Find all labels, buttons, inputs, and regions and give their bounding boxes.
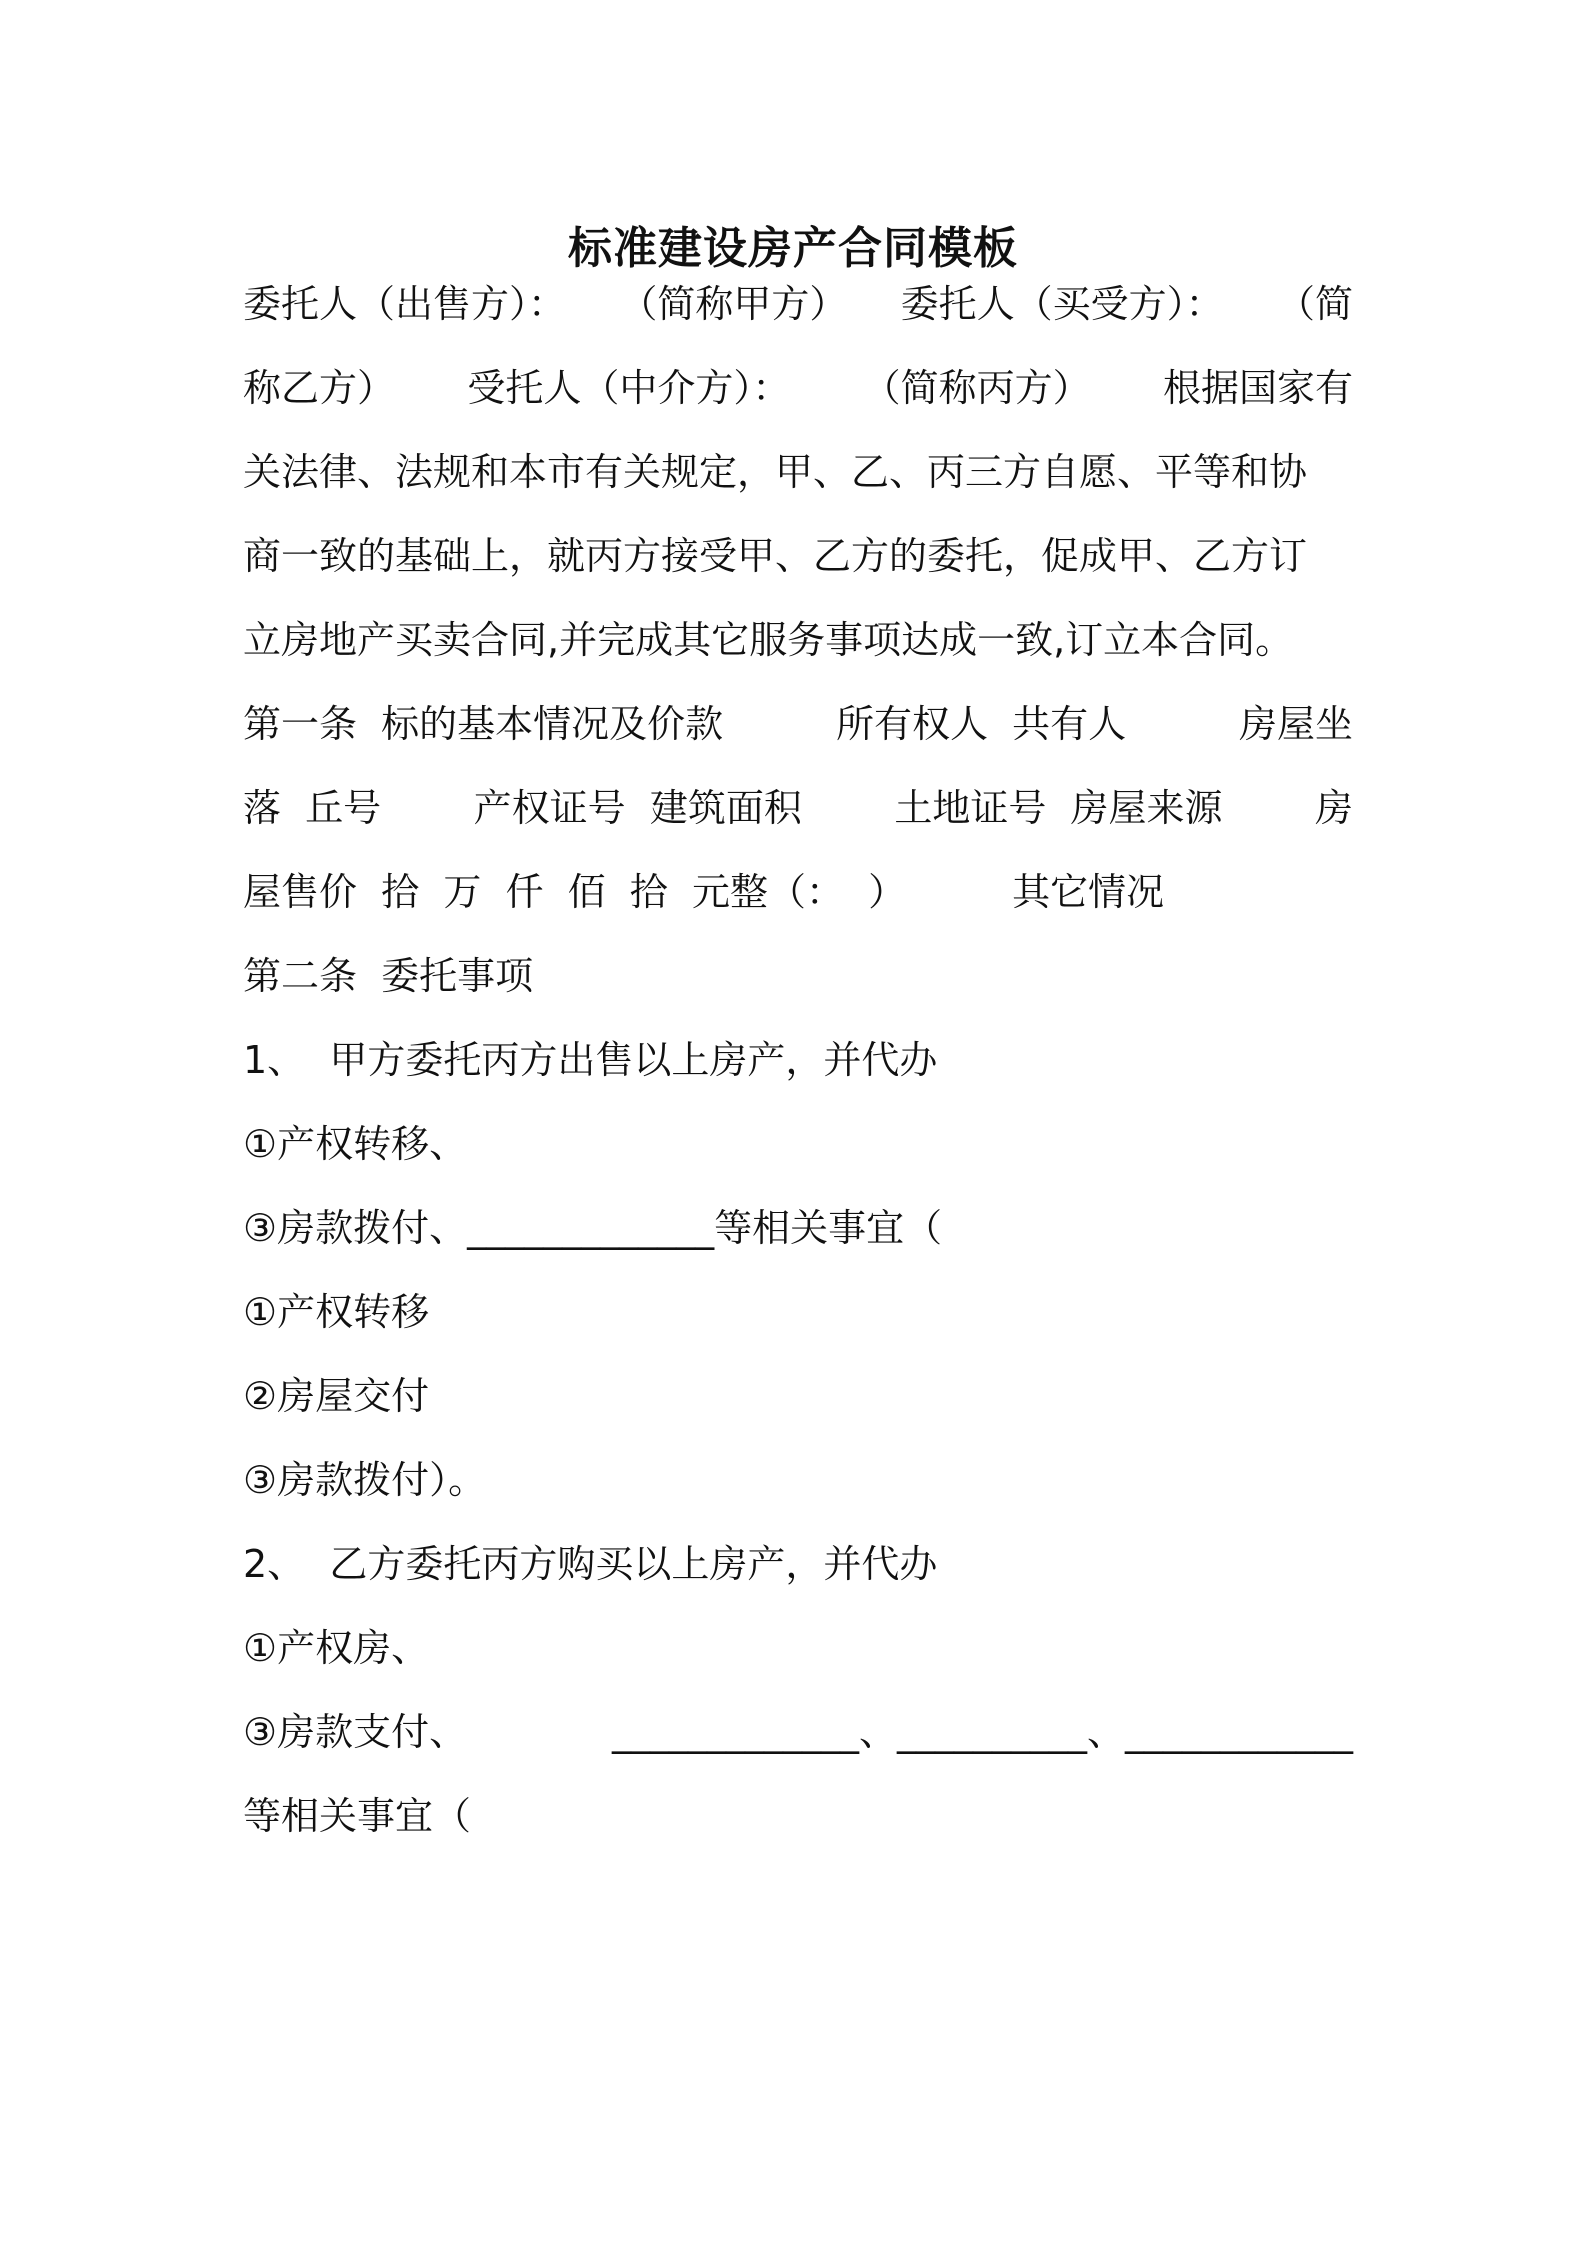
article1-text: 所有权人 共有人 <box>835 702 1127 746</box>
article1-text: 房 <box>1314 786 1353 830</box>
item2-line: ①产权房、 <box>243 1626 430 1670</box>
intro-text: （简 <box>1276 282 1353 326</box>
intro-line-5 <box>243 598 1353 682</box>
intro-text: 委托人（出售方）： <box>243 282 567 326</box>
intro-text: （简称丙方） <box>862 366 1091 410</box>
intro-text: 关法律、法规和本市有关规定，甲、乙、丙三方自愿、平等和协 <box>243 450 1308 494</box>
article2-title: 第二条 委托事项 <box>243 954 534 998</box>
document-body <box>243 262 1353 1858</box>
article1-text: 落 丘号 <box>243 786 382 830</box>
intro-text: 商一致的基础上，就丙方接受甲、乙方的委托，促成甲、乙方订 <box>243 534 1308 578</box>
article1-text: 房屋坐 <box>1238 702 1353 746</box>
item2-title: 2、 乙方委托丙方购买以上房产，并代办 <box>243 1542 938 1586</box>
item1-line: ①产权转移、 <box>243 1122 468 1166</box>
intro-text: 委托人（买受方）： <box>900 282 1224 326</box>
item2-payment-label: ③房款支付、 <box>243 1710 468 1754</box>
article1-text: 第一条 标的基本情况及价款 <box>243 702 724 746</box>
item2-end: 等相关事宜（ <box>243 1794 472 1838</box>
item2-payment-line <box>243 1690 1353 1774</box>
article1-line-1 <box>243 682 1353 766</box>
intro-line-4 <box>243 514 1353 598</box>
intro-text: 受托人（中介方）： <box>467 366 791 410</box>
intro-text: （简称甲方） <box>619 282 848 326</box>
item1-line: ①产权转移 <box>243 1290 430 1334</box>
intro-text: 立房地产买卖合同,并完成其它服务事项达成一致,订立本合同。 <box>243 618 1294 662</box>
intro-line-3 <box>243 430 1353 514</box>
item1-line: ②房屋交付 <box>243 1374 430 1418</box>
item1-title: 1、 甲方委托丙方出售以上房产，并代办 <box>243 1038 938 1082</box>
document-title: 标准建设房产合同模板 <box>568 223 1018 274</box>
article1-text: 其它情况 <box>1012 870 1165 914</box>
article1-text: 土地证号 房屋来源 <box>894 786 1223 830</box>
intro-text: 根据国家有 <box>1162 366 1353 410</box>
intro-text: 称乙方） <box>243 366 396 410</box>
article1-text: 屋售价 拾 万 仟 佰 拾 元整（： ） <box>243 870 907 914</box>
intro-line-2 <box>243 346 1353 430</box>
item2-payment-blanks: _____________、__________、____________ <box>611 1710 1353 1754</box>
article1-text: 产权证号 建筑面积 <box>473 786 802 830</box>
item1-line: ③房款拨付、_____________等相关事宜（ <box>243 1206 943 1250</box>
intro-line-1 <box>243 262 1353 346</box>
item1-line: ③房款拨付）。 <box>243 1458 487 1502</box>
article1-line-2 <box>243 766 1353 850</box>
article1-line-3 <box>243 850 1353 934</box>
